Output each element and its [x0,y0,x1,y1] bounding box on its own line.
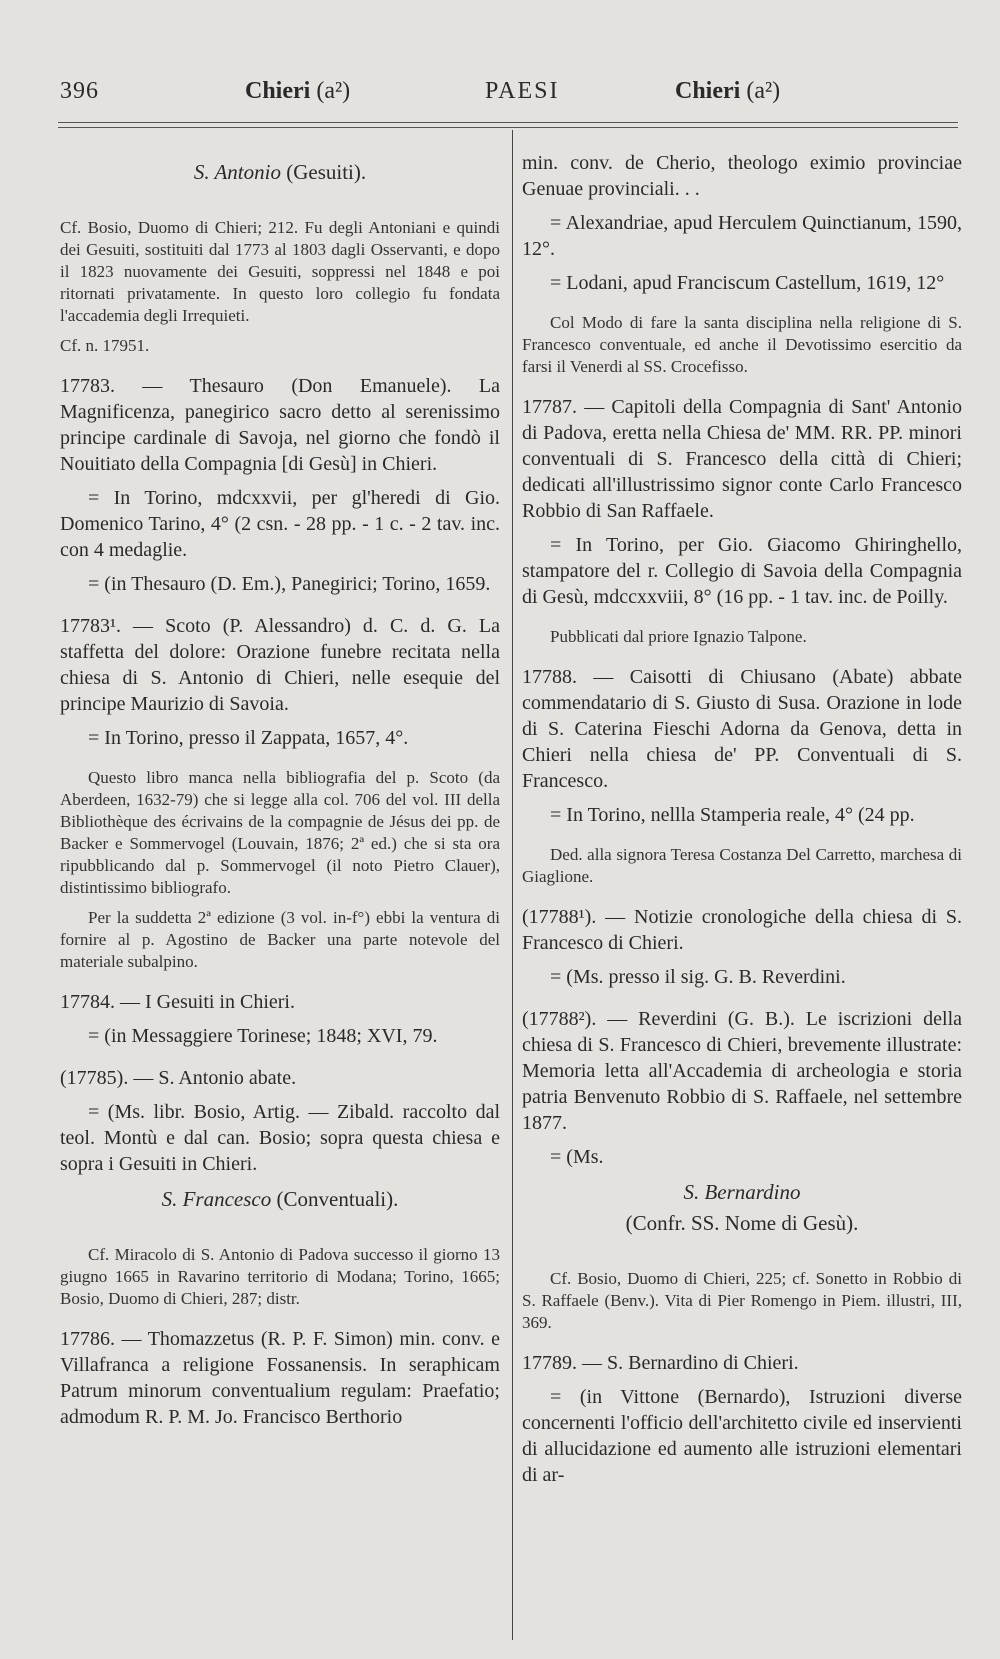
column-divider [512,130,513,1640]
entry-imprint: = (Ms. [550,1146,604,1168]
bibliography-entry: 17788. — Caisotti di Chiusano (Abate) abbate commendatario di S. Giusto di Susa. Orazione in lode di S. Caterina Fieschi Adorna da Genova, detta in Chieri nella chiesa de' PP. Conventuali di S. Francesco. [522,666,962,792]
bibliography-entry: (17785). — S. Antonio abate. [60,1067,297,1089]
bibliography-entry: 17783. — Thesauro (Don Emanuele). La Magnificenza, panegirico sacro detto al serenissimo principe cardinale di Savoja, nel giorno che fondò il Nouitiato della Compagnia [di Gesù] in Chieri. [60,375,500,475]
header-right-title: Chieri (a²) [675,78,781,104]
entry-imprint: = In Torino, nellla Stamperia reale, 4° (24 pp. [550,804,915,826]
note-paragraph: Questo libro manca nella bibliografia del p. Scoto (da Aberdeen, 1632-79) che si legge alla col. 706 del vol. III della Bibliothèque des écrivains de la compagnie de Jésus dei pp. de Backer e Sommervogel (Louvain, 1876; 2ª ed.) che si sta ora ripubblicando dal p. Sommervogel (il noto Pietro Clauer), distintissimo bibliografo. [60,768,500,897]
section-heading: S. Antonio (Gesuiti). [193,160,367,184]
entry-imprint: = In Torino, presso il Zappata, 1657, 4°. [88,727,409,749]
note-paragraph: Cf. n. 17951. [60,336,150,355]
right-column [522,150,962,1488]
entry-imprint: = (Ms. libr. Bosio, Artig. — Zibald. raccolto dal teol. Montù e dal can. Bosio; sopra questa chiesa e sopra i Gesuiti in Chieri. [60,1101,500,1175]
header-rule-top [58,122,958,123]
note-paragraph: Col Modo di fare la santa disciplina nella religione di S. Francesco conventuale, ed anche il Devotissimo esercitio da farsi il Venerdi al SS. Crocefisso. [522,313,962,376]
entry-imprint: = (in Thesauro (D. Em.), Panegirici; Torino, 1659. [88,573,491,595]
entry-imprint: = Alexandriae, apud Herculem Quinctianum, 1590, 12°. [522,212,962,260]
note-paragraph: Pubblicati dal priore Ignazio Talpone. [550,627,807,646]
bibliography-entry: 17783¹. — Scoto (P. Alessandro) d. C. d. G. La staffetta del dolore: Orazione funebre recitata nella chiesa di S. Antonio di Chieri, nelle esequie del principe Maurizio di Savoia. [60,615,500,715]
header-rule-bottom [58,127,958,128]
page-number: 396 [60,78,99,104]
entry-imprint: = (in Vittone (Bernardo), Istruzioni diverse concernenti l'officio dell'architetto civile ed inservienti di allucidazione ed aumento alle istruzioni elementari di ar- [522,1386,962,1486]
section-subtitle: (Confr. SS. Nome di Gesù). [625,1211,859,1235]
entry-imprint: = In Torino, mdcxxvii, per gl'heredi di Gio. Domenico Tarino, 4° (2 csn. - 28 pp. - 1 c. - 2 tav. inc. con 4 medaglie. [60,487,500,561]
bibliography-entry: (17788²). — Reverdini (G. B.). Le iscrizioni della chiesa di S. Francesco di Chieri, brevemente illustrate: Memoria letta all'Accademia di archeologia e storia patria Benvenuto Robbio di S. Raffaele, nel settembre 1877. [522,1008,962,1134]
bibliography-entry: (17788¹). — Notizie cronologiche della chiesa di S. Francesco di Chieri. [522,906,962,954]
note-paragraph: Ded. alla signora Teresa Costanza Del Carretto, marchesa di Giaglione. [522,845,962,886]
bibliography-entry: 17786. — Thomazzetus (R. P. F. Simon) min. conv. e Villafranca a religione Fossanensis. In seraphicam Patrum minorum conventualium regulam: Praefatio; admodum R. P. M. Jo. Francisco Berthorio [60,1328,500,1428]
bibliography-entry: min. conv. de Cherio, theologo eximio provinciae Genuae provinciali. . . [522,152,962,200]
entry-imprint: = (in Messaggiere Torinese; 1848; XVI, 79. [88,1025,438,1047]
entry-imprint: = (Ms. presso il sig. G. B. Reverdini. [550,966,846,988]
entry-imprint: = In Torino, per Gio. Giacomo Ghiringhello, stampatore del r. Collegio di Savoia della Compagnia di Gesù, mdccxxviii, 8° (16 pp. - 1 tav. inc. de Poilly. [522,534,962,608]
note-paragraph: Cf. Bosio, Duomo di Chieri; 212. Fu degli Antoniani e quindi dei Gesuiti, sostituiti dal 1773 al 1803 dagli Osservanti, e dopo il 1823 nuovamente dei Gesuiti, soppressi nel 1848 e poi ritornati privatamente. In questo loro collegio fu fondata l'accademia degli Irrequieti. [60,218,500,325]
running-header [60,70,960,120]
bibliography-entry: 17789. — S. Bernardino di Chieri. [522,1352,799,1374]
entry-imprint: = Lodani, apud Franciscum Castellum, 1619, 12° [550,272,945,294]
bibliography-entry: 17784. — I Gesuiti in Chieri. [60,991,295,1013]
note-paragraph: Per la suddetta 2ª edizione (3 vol. in-f°) ebbi la ventura di fornire al p. Agostino de Backer una parte notevole del materiale subalpino. [60,908,500,971]
section-heading: S. Bernardino (Confr. SS. Nome di Gesù). [522,1180,962,1236]
header-center-title: PAESI [485,78,560,104]
section-heading: S. Francesco (Conventuali). [161,1187,399,1211]
note-paragraph: Cf. Bosio, Duomo di Chieri, 225; cf. Sonetto in Robbio di S. Raffaele (Benv.). Vita di Pier Romengo in Piem. illustri, III, 369. [522,1269,962,1332]
left-column [60,150,500,1430]
bibliography-entry: 17787. — Capitoli della Compagnia di Sant' Antonio di Padova, eretta nella Chiesa de' MM. RR. PP. minori conventuali di S. Francesco della città di Chieri; dedicati all'illustrissimo signor conte Carlo Francesco Robbio di San Raffaele. [522,396,962,522]
header-left-title: Chieri (a²) [245,78,351,104]
note-paragraph: Cf. Miracolo di S. Antonio di Padova successo il giorno 13 giugno 1665 in Ravarino territorio di Modana; Torino, 1665; Bosio, Duomo di Chieri, 287; distr. [60,1245,500,1308]
